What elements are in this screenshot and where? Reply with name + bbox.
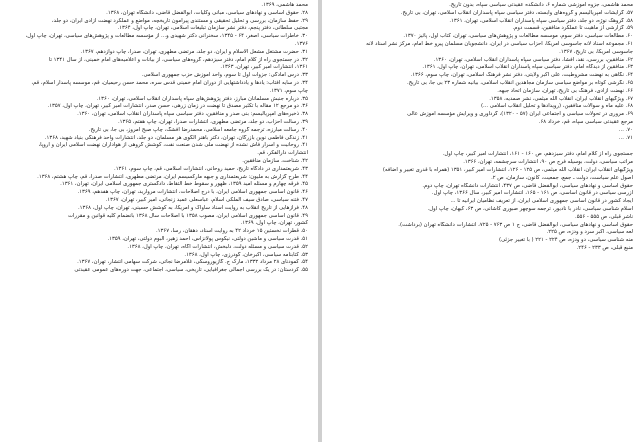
- text-line: لعه سیاسی، اکبر سرد و ودزه، ص ۲۲۵.: [546, 229, 633, 236]
- text-line: ۶۷. ویژگیهای انقلاب ایران، انقلاب الله میثمی، نشر صمدیه، ۱۳۵۸.: [489, 95, 633, 102]
- text-line: ۱۳۶۱، انتشارات امیر کبیر، تهران، ۱۳۶۳.: [220, 64, 308, 71]
- text-line: مراتب سیاسی، دولت، بوسیله فرج ص ۹۰، انتشارات سرچشمه، تهران، ۱۳۶۶.: [463, 159, 633, 166]
- text-line: ۴۵. فرقه چهارم و مسئله امید ۱۳۵۹، ظهور و سقوط خط التقاط، دادگستری جمهوری اسلامی ایران، تهران، ۱۳۶۱.: [60, 181, 308, 188]
- text-line: ۴۱. زندگی فاطمی نوین بازرگان، تهران، دکتر باهنر الگوی هر مسلمان، دو جلد، انتشارات واحد فرهنگی بنیاد شهید، ۱۳۶۸.: [44, 134, 308, 141]
- text-line: ۶۵. نگرشی کوتاه بر مواضع سیاسی سازمان مجاهدین انقلاب اسلامی، بیانیه شماره ۲۳ بی جا، بی تاریخ.: [407, 79, 633, 86]
- text-line: ۷۰. ...: [618, 126, 633, 133]
- text-line: ۵۰. قطرات نخستین ۱۵ خرداد ۴۲ به روایت اسناد، دهقان، رسا، ۱۳۶۷.: [155, 228, 308, 235]
- text-block: [6, 2, 308, 275]
- text-line: چاپ سوم، ۱۳۷۱.: [269, 87, 308, 94]
- text-line: اصول علم سیاست، دولت ـ جمع، جمعیت، کانون، سازمان، ص ۲.: [491, 174, 633, 181]
- text-block: [332, 2, 633, 142]
- text-line: ویژگیهای انقلاب ایران، انقلاب الله میثمی، ص ۱۲۵ - ۱۲۶، انتشارات امیر کبیر، ۱۳۵۱ (همراه با قدری تغییر و اضافه): [382, 166, 633, 173]
- text-line: ۵۹. گزارشی از ماهیت تا عملکرد منافقین، قسمت دوم.: [512, 25, 633, 32]
- text-line: ۶۰. مطالعات سیاسی، دفتر سوم، موسسه مطالعات و پژوهش‌های سیاسی، تهران، کتاب اول، پائیز ۱۳۷۰.: [403, 33, 633, 40]
- text-line: ۴۹. قانون اساسی جمهوری اسلامی ایران، مصوب ۱۳۵۸ با اصلاحات سال ۱۳۶۸ بانضمام کلیه قوانین و مقررات: [67, 212, 308, 219]
- text-line: ۴۷. فتنه سیاسی، صادق سیف الملکی اسلام، عباسعلی عمید زنجانی، امیر کبیر، تهران، ۱۳۶۷.: [105, 196, 308, 203]
- text-line: ۶۶. نهضت آزادی، فرهنگ بی تاریخ، تهران، سازمان اتحاد جبهه.: [497, 87, 633, 94]
- text-line: منه شناسی سیاسی، دو ودزه، ص ۲۲۴ - ۲۲۱ ( با تغییر جزئی): [499, 237, 633, 244]
- text-line: ۶۸. علیه ماه و سوالات منافقین، (رویدادها و تحلیل انقلاب اسلامی ...): [480, 103, 633, 110]
- text-line: ۴۱. روحانیت و اسرار فاش نشده از نهضت ملی شدن صنعت نفت، کوشش گروهی از هواداران نهضت اسلامی ایران و اروپا،: [38, 142, 308, 149]
- text-line: اسلام شناسی سیاسی، نادر با نادیور، ترجمه سوچهر صبوری کاشانی، ص ۶۳، کیهان، چاپ اول.: [427, 205, 633, 212]
- text-line: ۵۱. قدرت سیاسی و ماشین دولتی، نیکوس پولانزاس، احمد زهیر، آلبوم دولتی، تهران، ۱۳۵۹.: [107, 235, 308, 242]
- text-line: ۳۶. دو مرجع ۱۲ مقاله با تکثیر مصدق تا نهضت در زمان زرهی، حسن صدر، انتشارات امیر کبیر، تهران، چاپ اول، ۱۳۵۷.: [47, 103, 308, 110]
- text-line: ۵۵. کردستان: در یک بررسی اجمالی جغرافیایی، تاریخی، سیاسی، اجتماعی، جهت دوره‌های عمومی عقیدتی: [74, 267, 308, 274]
- text-line: ۳۸. ذخیره‌های امپریالیسم: بنی صدر و منافقین، دفتر سیاسی سپاه پاسداران انقلاب اسلامی، تهران، ۱۳۶۰.: [77, 111, 308, 118]
- text-line: ۳۳. درس آمادگی: جزوات اول تا سوم، واحد آموزش حزب جمهوری اسلامی.: [141, 72, 308, 79]
- text-line: جستجوی راه از کلام امام، دفتر سیزدهم، ص ۱۶۰ - ۱۶۱، انتشارات امیر کبیر، چاپ اول.: [442, 151, 633, 158]
- text-line: ۵۷. گرایشات امپریالیسم و گروه‌های وابسته، دفتر سیاسی سپاه پاسداران انقلاب اسلامی، تهران، بی تاریخ.: [400, 9, 633, 16]
- text-line: ۳۹. رسالت احزاب، دو جلد، مرتضی مطهری، انتشارات صدرا، تهران، چاپ هفتم، ۱۳۶۵.: [117, 118, 308, 125]
- text-line: ۳۰. خاطرات سیاسی، اصغر، ۶۴ - ۱۳۴۵، سخنرانی دکتر شهیدی و... از مؤسسه مطالعات و پژوهش‌های سیاسی، تهران، چاپ اول،: [25, 33, 308, 40]
- right-page: [322, 0, 639, 442]
- text-line: حقوق اساسی و نهادهای سیاسی، ابوالفضل قاضی، ص ۴۳۷، انتشارات دانشگاه تهران، چاپ دوم.: [422, 182, 633, 189]
- text-line: ۳۱. حضرت مشتغل مشعل الاسلام و ایران، دو جلد، مرتضی مطهری، تهران، صدرا، چاپ دوازدهم، ۱۳۶۷.: [80, 48, 308, 55]
- text-line: ۶۳. منافقین از دیدگاه امام، دفتر سیاسی سپاه پاسداران انقلاب اسلامی، تهران، چاپ اول، ۱۳۶۱.: [422, 64, 633, 71]
- text-line: محمد هاشمی، ۱۳۶۹.: [261, 2, 308, 8]
- text-line: محمد هاشمی، جزوه آموزشی شماره ۶، دانشکده عقیدتی سیاسی سپاه، بدون تاریخ.: [449, 2, 633, 8]
- text-line: انتشارات دارالفکر، قم.: [257, 150, 308, 157]
- text-line: ۴۲. شناخت، سازمان منافقین.: [242, 157, 308, 164]
- text-line: ۵۳. کتابنامه سیاسی، اکبرخان، گودرزی، چاپ اول، ۱۳۶۸.: [184, 251, 308, 258]
- text-line: منبع قبلی، ص ۲۳۳ - ۲۴۶.: [576, 244, 633, 251]
- text-line: ناشر قبلی، ص ۵۵۵ - ۵۵۶.: [575, 213, 633, 220]
- text-line: ۴۴. طرح گزارش به ملیون: شریعتمداری و جبهه مارکسیسم ایران، مرتضی مطهری، انتشارات صدرا، قم، چاپ هشتم، ۱۳۶۸.: [37, 173, 308, 180]
- text-line: ۴۶. قانون اساسی جمهوری اسلامی ایران، با درج اصلاحات، انتشارات مروارید، تهران، چاپ هفدهم، ۱۳۶۹.: [77, 189, 308, 196]
- text-line: ۶۹. مروری در تحولات سیاسی و اجتماعی ایران (۵۷ - ۱۳۲۰)، گردآوری و ویرایش مؤسسه آموزش عالی: [407, 111, 633, 118]
- text-line: ۳۵. درباره جنبش مسلمانان مبارز، دفتر پژوهش‌های سپاه پاسداران انقلاب اسلامی، تهران، ۱۳۶۰.: [96, 95, 308, 102]
- text-line: کشور، تهران، چاپ اول، ۱۳۶۹.: [240, 220, 308, 227]
- text-line: ۴۳. شریعتمداری در دادگاه تاریخ، حمید روحانی، انتشارات اسلامی، قم، چاپ سوم، ۱۳۶۱.: [114, 165, 308, 172]
- text-line: ۴۰. رسالت مبارزه، ترجمه گروه جامعه اسلامی، محمدرضا افشگ، چاپ صبح امروز، بی جا، بی تاریخ.: [88, 126, 308, 133]
- text-line: ۶۲. منافقین، بررسی، نقد، افشا، دفتر سیاسی سپاه پاسداران انقلاب اسلامی، تهران، ۱۳۶۰.: [433, 56, 633, 63]
- text-line: حقوق اساسی و نهادهای سیاسی، ابوالفضل قاضی، ج ۱ ص ۷۶۳ - ۷۲۵، انتشارات دانشگاه تهران (برداشت).: [398, 221, 633, 228]
- text-line: ۳۲. در جستجوی راه از کلام امام، دفتر سیزدهم، گروه‌های سیاسی، از بیانات و اعلامیه‌های امام خمینی، از سال ۱۳۴۱ تا: [48, 56, 308, 63]
- text-line: ۲۸. حقوق اساسی و نهادهای سیاسی، مبانی وکلیات، ابوالفضل قاضی، دانشگاه تهران، ۱۳۶۸.: [106, 9, 308, 16]
- text-line: ۶۱. مجموعه اسناد لانه جاسوسی آمریکا، احزاب سیاسی در ایران، دانشجویان مسلمان پیرو خط امام، مرکز نشر اسناد لانه: [366, 40, 633, 47]
- text-line: ۱۳۷۶.: [294, 40, 308, 47]
- text-line: ۶۴. نگاهی به نهضت مشروطیت، علی اکبر ولایتی، دفتر نشر فرهنگ اسلامی، تهران، چاپ سوم، ۱۳۶۶.: [410, 72, 633, 79]
- text-block: [332, 151, 633, 252]
- text-line: ۷۱. ...: [618, 134, 633, 141]
- text-line: مرجع عقیدتی سیاسی سپاه، قم، خرداد ۶۸.: [538, 118, 633, 125]
- text-line: جاسوسی آمریکا، بی تاریخ، ۱۳۶۷.: [559, 48, 633, 55]
- text-line: ۳۴. در سایه آفتاب: یادها و یادداشتهایی از دوران امام خمینی قدس سره، محمد حسن رحیمیان، قم، موسسه پاسدار اسلام، قم،: [31, 79, 308, 86]
- text-line: ۵۲. قدرت سیاسی و مسئله دولت، دلبخش، انتشارات آگاه، تهران، چاپ اول، ۱۳۶۸.: [127, 243, 308, 250]
- text-line: ۲۹. حفظ سازمان، بررسی و تحلیل تحقیقی و مستندی پیرامون تاریخچه، مواضع و عملکرد نهضت آزادی ایران، دو جلد،: [51, 17, 308, 24]
- text-line: مجتبی سلطانی، دفتر پنجم، دفتر نشر سازمان تبلیغات اسلامی، تهران، چاپ اول، ۱۳۶۴.: [117, 25, 308, 32]
- text-line: ازرسی سیاسی در قانون اساسی، ص ۱۶۱ - ۱۶۵، انتشارات امیر کبیر، سال ۱۳۶۶، چاپ اول.: [431, 190, 633, 197]
- text-line: ۴۸. فرازهایی از تاریخ انقلاب به روایت اسناد ساواک و آمریکا، به کوشش حسینی، تهران، چاپ اول، ۱۳۶۸.: [77, 204, 308, 211]
- text-line: ۵۸. گروهک نوژه، دو جلد، دفتر سیاسی سپاه پاسداران انقلاب اسلامی، تهران، ۱۳۶۱.: [449, 17, 633, 24]
- text-line: ۵۴. کمودنای ۲۸ مرداد ۱۳۳۲، مارک ج. گازیوروسکی، غلامرضا نجاتی، شرکت سهامی انتشار، تهران، ۱۳۶۷.: [77, 259, 308, 266]
- left-page: [0, 0, 318, 442]
- text-line: ایجاد کشور در قانون اساسی جمهوری اسلامی ایران، از تعریف نظامیان ایرانیه تا ...: [450, 198, 633, 205]
